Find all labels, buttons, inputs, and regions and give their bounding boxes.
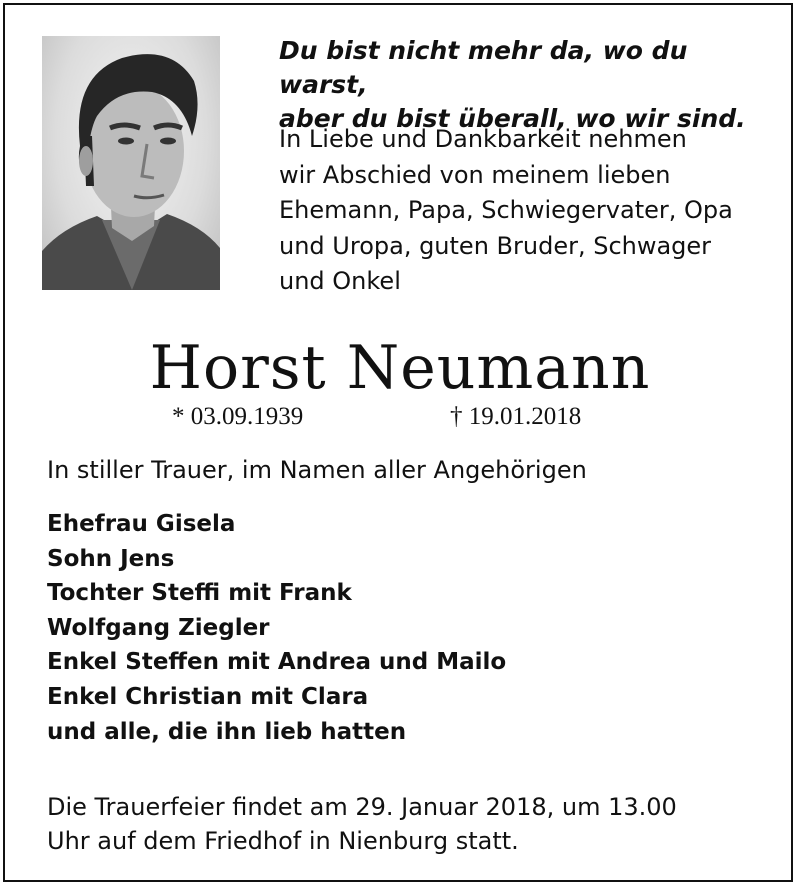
intro-line: In Liebe und Dankbarkeit nehmen <box>279 125 687 153</box>
intro-line: und Uropa, guten Bruder, Schwager <box>279 231 712 260</box>
deceased-name: Horst Neumann <box>149 333 651 403</box>
family-member: und alle, die ihn lieb hatten <box>47 718 407 745</box>
family-member: Enkel Steffen mit Andrea und Mailo <box>47 649 507 676</box>
family-member: Tochter Steffi mit Frank <box>47 580 352 607</box>
intro-line: wir Abschied von meinem lieben <box>279 160 671 189</box>
intro-line: und Onkel <box>279 267 401 295</box>
portrait-image <box>42 36 220 290</box>
memorial-quote <box>279 34 779 136</box>
mourning-line: In stiller Trauer, im Namen aller Angehörigen <box>47 456 587 484</box>
intro-line: Ehemann, Papa, Schwiegervater, Opa <box>279 196 733 224</box>
quote-line: Du bist nicht mehr da, wo du warst, <box>279 36 688 99</box>
quote-line: aber du bist überall, wo wir sind. <box>279 104 746 133</box>
service-line: Uhr auf dem Friedhof in Nienburg statt. <box>47 827 519 855</box>
death-date: † 19.01.2018 <box>450 403 582 430</box>
portrait-photo <box>42 36 220 290</box>
family-member: Enkel Christian mit Clara <box>47 683 369 710</box>
family-member: Sohn Jens <box>47 545 175 572</box>
family-member: Ehefrau Gisela <box>47 511 236 537</box>
birth-date: * 03.09.1939 <box>172 403 304 430</box>
funeral-service-info <box>47 790 767 858</box>
intro-text <box>279 122 779 300</box>
family-member: Wolfgang Ziegler <box>47 614 270 641</box>
family-list <box>47 507 506 749</box>
service-line: Die Trauerfeier findet am 29. Januar 2018, um 13.00 <box>47 793 677 821</box>
